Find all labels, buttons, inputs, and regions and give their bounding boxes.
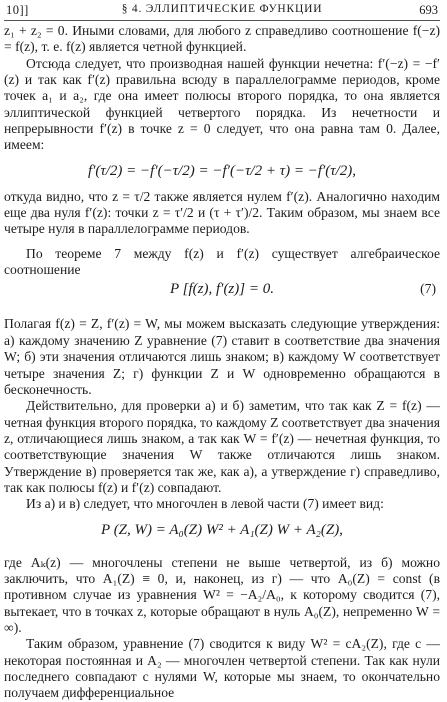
formula-1-text: f′(τ/2) = −f′(−τ/2) = −f′(−τ/2 + τ) = −f′(τ/2),: [87, 162, 357, 179]
formula-7-number: (7): [420, 281, 436, 297]
formula-7-text: P [f(z), f′(z)] = 0.: [170, 281, 274, 298]
running-header: [4, 2, 440, 21]
paragraph-3: откуда видно, что z = τ/2 также является нулем f′(z). Аналогично находим еще два нуля f′(z): точки z = τ′/2 и (τ + τ′)/2. Таким образом, мы знаем все четыре нуля в параллелограмме периодов.: [4, 188, 440, 237]
page-number: 693: [419, 3, 438, 17]
paragraph-7: Из а) и в) следует, что многочлен в левой части (7) имеет вид:: [26, 496, 384, 512]
paragraph-4: По теореме 7 между f(z) и f′(z) существует алгебраическое соотношение: [4, 245, 440, 278]
paragraph-2: Отсюда следует, что производная нашей функции нечетна: f′(−z) = −f′(z) и так как f′(z) правильна всюду в параллелограмме периодов, кроме точек a₁ и a₂, где она имеет полюсы второго порядка, то она является эллиптической функцией четвертого порядка. Из нечетности и непрерывности f′(z) в точке z = 0 следует, что она равна там 0. Далее, имеем:: [4, 55, 440, 153]
header-left-mark: 10]]: [6, 3, 29, 17]
formula-polynomial-text: P (Z, W) = A₀(Z) W² + A₁(Z) W + A₂(Z),: [101, 521, 343, 538]
formula-7: [4, 280, 440, 298]
paragraph-6: Действительно, для проверки а) и б) заметим, что так как Z = f(z) — четная функция второго порядка, то каждому Z соответствует два значения z, отличающиеся лишь знаком, а так как W = f′(z) — нечетная функция, то соответствующие значения W также отличаются лишь знаком. Утверждение в) проверяется так же, как а), а утверждение г) справедливо, так как полюсы f(z) и f′(z) совпадают.: [4, 398, 440, 495]
page-body: [4, 23, 440, 702]
paragraph-5: Полагая f(z) = Z, f′(z) = W, мы можем высказать следующие утверждения: а) каждому значению Z уравнение (7) ставит в соответствие два значения W; б) эти значения отличаются лишь знаком; в) каждому W соответствует четыре значения Z; г) функции Z и W одновременно обращаются в бесконечность.: [4, 316, 440, 397]
section-title: § 4. ЭЛЛИПТИЧЕСКИЕ ФУНКЦИИ: [121, 3, 323, 15]
book-page: [4, 2, 440, 701]
formula-polynomial: [4, 521, 440, 539]
paragraph-8: где Aₖ(z) — многочлены степени не выше четвертой, из б) можно заключить, что A₁(Z) ≡ 0, и, наконец, из г) — что A₀(Z) = const (в противном случае из уравнения W² = −A₂/A₀, к которому сводится (7), вытекает, что в точках z, которые обращают в нуль A₀(Z), непременно W = ∞).: [4, 554, 440, 635]
formula-derivative-values: [4, 162, 440, 180]
paragraph-1: z₁ + z₂ = 0. Иными словами, для любого z справедливо соотношение f(−z) = f(z), т. е. f(z) является четной функцией.: [4, 23, 440, 55]
paragraph-9: Таким образом, уравнение (7) сводится к виду W² = cA₂(Z), где c — некоторая постоянная и A₂ — многочлен четвертой степени. Так как нули последнего совпадают с нулями W, которые мы знаем, то окончательно получаем дифференциальное: [4, 636, 440, 701]
